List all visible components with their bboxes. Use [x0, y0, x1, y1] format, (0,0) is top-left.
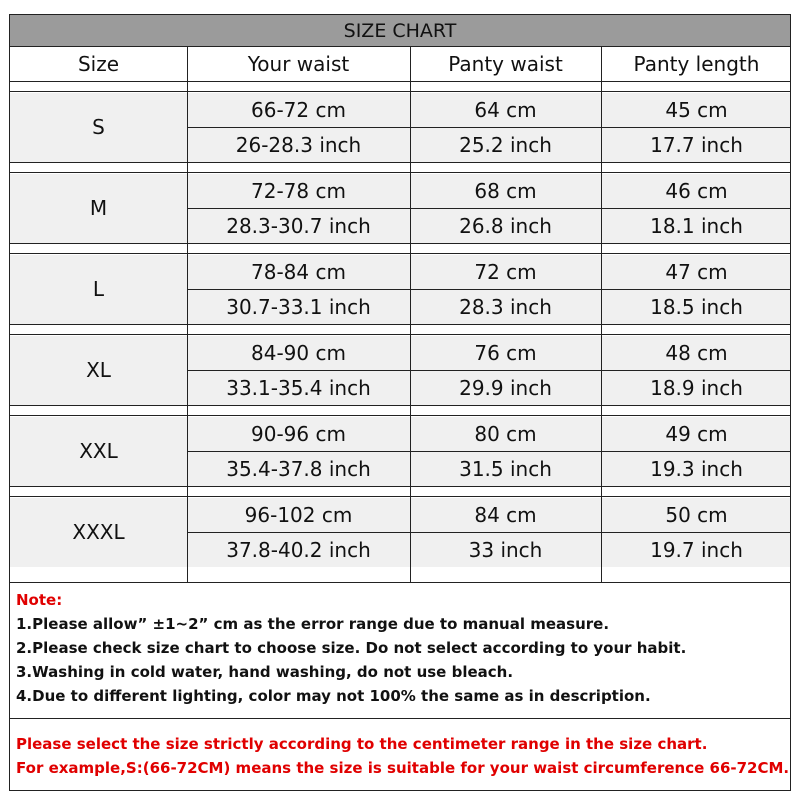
cm-value: 45 cm	[665, 97, 728, 122]
size-label: M	[89, 196, 108, 220]
cm-value: 76 cm	[474, 340, 537, 365]
cm-value: 84 cm	[474, 502, 537, 527]
size-label: XXXL	[72, 520, 125, 544]
row-gap	[10, 243, 790, 254]
inch-value: 19.3 inch	[650, 456, 743, 481]
note-item: 3.Washing in cold water, hand washing, do not use bleach.	[16, 663, 514, 681]
inch-value: 17.7 inch	[650, 132, 743, 157]
inch-value: 19.7 inch	[650, 537, 743, 562]
cm-value: 68 cm	[474, 178, 537, 203]
inch-value: 31.5 inch	[459, 456, 552, 481]
cm-value: 47 cm	[665, 259, 728, 284]
inch-value: 18.9 inch	[650, 375, 743, 400]
column-divider	[410, 47, 411, 582]
cm-value: 72-78 cm	[251, 178, 346, 203]
warning-divider	[10, 718, 790, 719]
size-label: S	[92, 115, 105, 139]
warning-line: For example,S:(66-72CM) means the size is suitable for your waist circumference 66-72CM.	[16, 759, 790, 777]
warning-line: Please select the size strictly according to the centimeter range in the size chart.	[16, 735, 708, 753]
inch-value: 28.3-30.7 inch	[226, 213, 371, 238]
inch-value: 26-28.3 inch	[235, 132, 362, 157]
inch-value: 35.4-37.8 inch	[226, 456, 371, 481]
note-item: 4.Due to different lighting, color may not 100% the same as in description.	[16, 687, 651, 705]
column-divider	[601, 47, 602, 582]
inch-value: 28.3 inch	[459, 294, 552, 319]
inch-value: 18.5 inch	[650, 294, 743, 319]
cm-value: 78-84 cm	[251, 259, 346, 284]
inch-value: 33.1-35.4 inch	[226, 375, 371, 400]
column-header: Panty length	[633, 52, 760, 76]
note-item: 1.Please allow” ±1~2” cm as the error range due to manual measure.	[16, 615, 610, 633]
inch-value: 29.9 inch	[459, 375, 552, 400]
size-label: XL	[86, 358, 111, 382]
column-header: Panty waist	[448, 52, 563, 76]
cm-value: 50 cm	[665, 502, 728, 527]
column-header: Your waist	[247, 52, 350, 76]
cm-value: 84-90 cm	[251, 340, 346, 365]
cm-value: 64 cm	[474, 97, 537, 122]
note-heading: Note:	[16, 591, 63, 609]
inch-value: 30.7-33.1 inch	[226, 294, 371, 319]
inch-value: 33 inch	[468, 537, 543, 562]
row-gap	[10, 81, 790, 92]
cm-value: 80 cm	[474, 421, 537, 446]
cm-value: 96-102 cm	[244, 502, 353, 527]
cm-value: 46 cm	[665, 178, 728, 203]
column-divider	[187, 47, 188, 582]
cm-value: 49 cm	[665, 421, 728, 446]
row-gap	[10, 405, 790, 416]
size-chart-table	[9, 14, 791, 791]
column-header: Size	[77, 52, 120, 76]
inch-value: 25.2 inch	[459, 132, 552, 157]
inch-value: 37.8-40.2 inch	[226, 537, 371, 562]
cm-value: 48 cm	[665, 340, 728, 365]
inch-value: 26.8 inch	[459, 213, 552, 238]
row-gap	[10, 486, 790, 497]
inch-value: 18.1 inch	[650, 213, 743, 238]
chart-title: SIZE CHART	[10, 15, 790, 47]
notes-section	[10, 582, 790, 792]
cm-value: 72 cm	[474, 259, 537, 284]
cm-value: 66-72 cm	[251, 97, 346, 122]
row-gap	[10, 162, 790, 173]
cm-value: 90-96 cm	[251, 421, 346, 446]
size-label: L	[92, 277, 105, 301]
note-item: 2.Please check size chart to choose size. Do not select according to your habit.	[16, 639, 687, 657]
row-gap	[10, 324, 790, 335]
size-label: XXL	[79, 439, 118, 463]
